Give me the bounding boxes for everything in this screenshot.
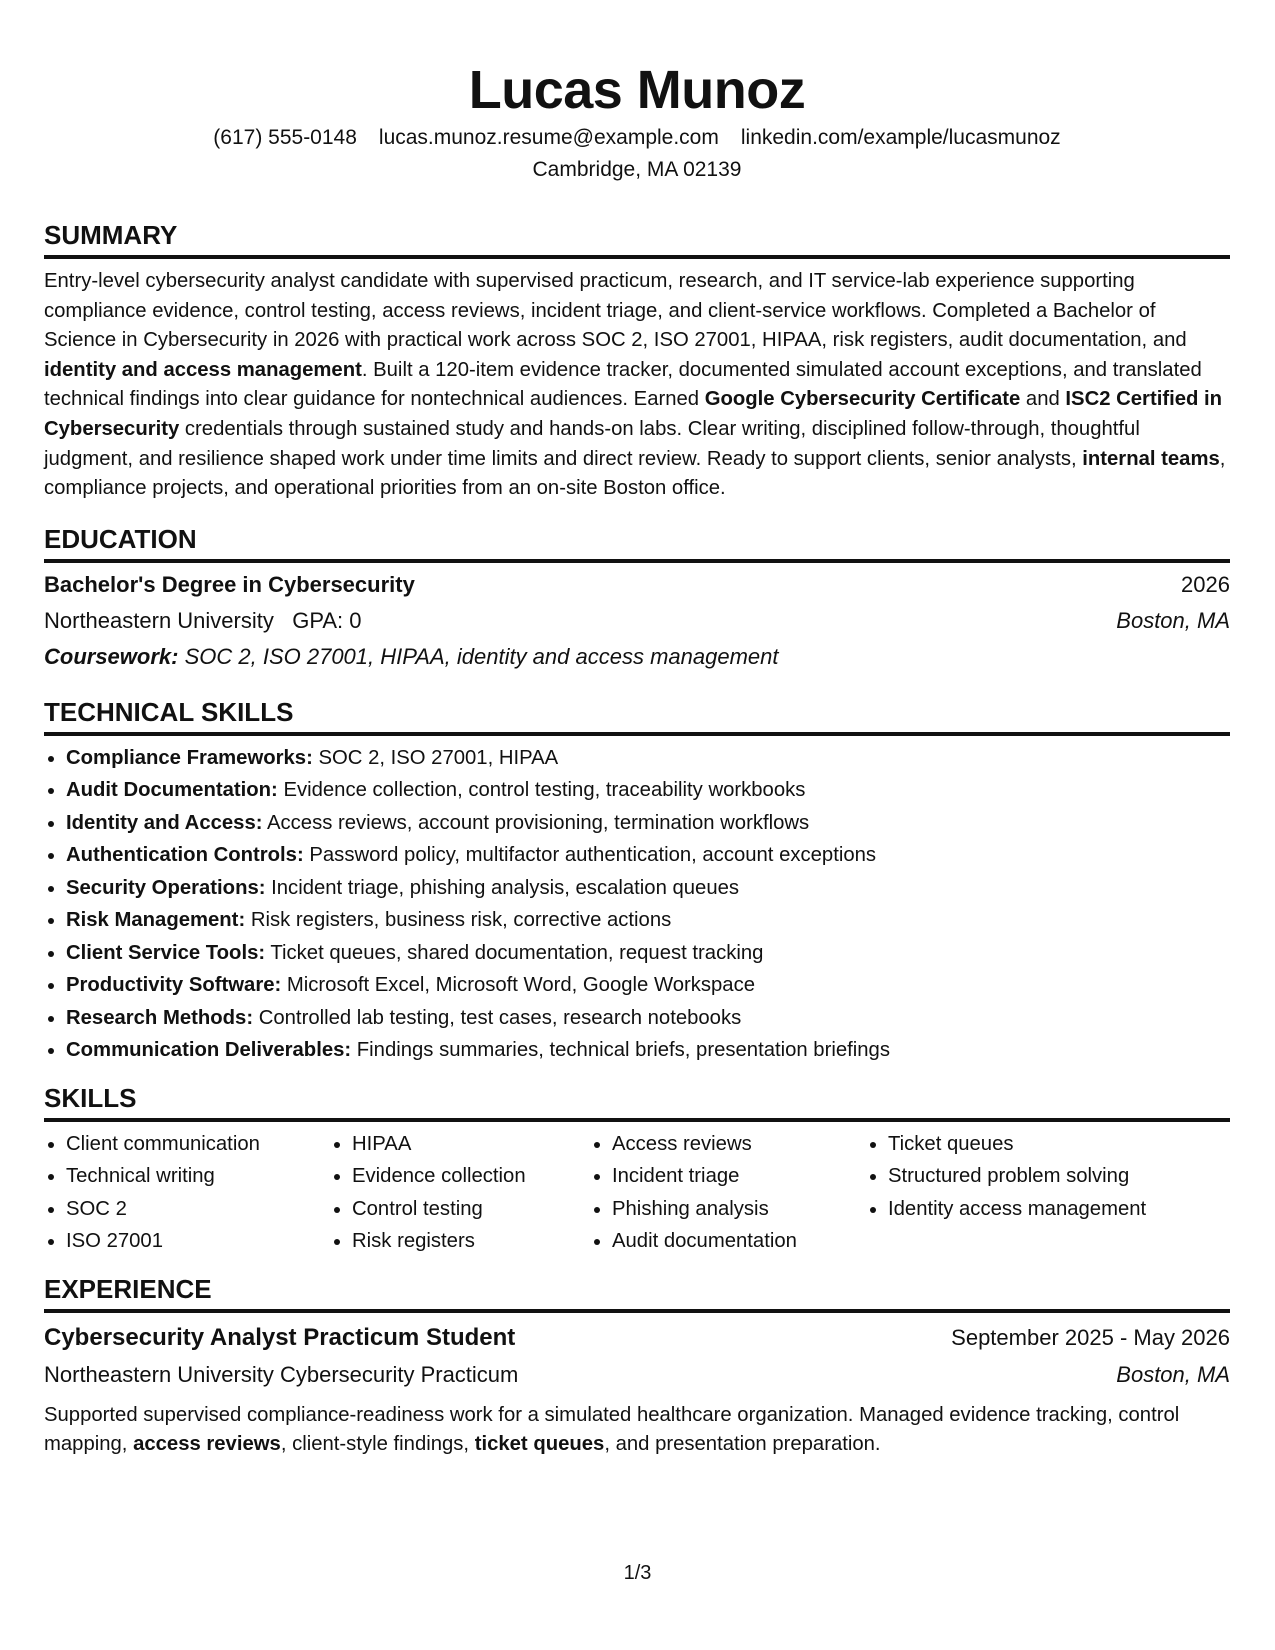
- gpa: GPA: 0: [292, 607, 362, 633]
- technical-skill-label: Audit Documentation:: [66, 779, 278, 802]
- technical-skill-item: [66, 904, 1230, 937]
- skills-column-3: [590, 1128, 866, 1258]
- contact-line: [44, 122, 1230, 154]
- technical-skill-label: Compliance Frameworks:: [66, 746, 313, 769]
- skill-item: • Phishing analysis: [612, 1193, 866, 1226]
- job-desc-bold-1: access reviews: [133, 1433, 281, 1456]
- skill-item: • SOC 2: [66, 1193, 330, 1226]
- summary-heading: SUMMARY: [44, 218, 1230, 259]
- school-name: Northeastern University: [44, 607, 274, 633]
- summary-section: [44, 218, 1230, 504]
- phone-number: (617) 555-0148: [213, 126, 357, 149]
- summary-text-1: Entry-level cybersecurity analyst candidate with supervised practicum, research, and IT service-lab experience supporting compliance evidence, control testing, access reviews, incident triage, and client-service workflows. Completed a Bachelor of Science in Cybersecurity in 2026 with practical work across SOC 2, ISO 27001, HIPAA, risk registers, audit documentation, and: [44, 270, 1187, 352]
- experience-heading: EXPERIENCE: [44, 1272, 1230, 1313]
- education-school-row: [44, 603, 1230, 639]
- job-dates: September 2025 - May 2026: [951, 1324, 1230, 1350]
- location-line: [44, 154, 1230, 186]
- technical-skill-text: Password policy, multifactor authentication, account exceptions: [303, 844, 877, 867]
- skill-item: • Control testing: [352, 1193, 590, 1226]
- skills-column-2: [330, 1128, 590, 1258]
- technical-skill-text: SOC 2, ISO 27001, HIPAA: [312, 746, 559, 769]
- coursework-list: SOC 2, ISO 27001, HIPAA, identity and access management: [178, 643, 779, 669]
- summary-text-2: . Built a 120-item evidence tracker, documented simulated account exceptions, and translated technical findings into clear guidance for nontechnical audiences. Earned: [44, 358, 1202, 411]
- experience-org-row: [44, 1357, 1230, 1393]
- job-title: Cybersecurity Analyst Practicum Student: [44, 1323, 516, 1351]
- skill-item: • HIPAA: [352, 1128, 590, 1161]
- skills-column-1: [44, 1128, 330, 1258]
- degree-name: Bachelor's Degree in Cybersecurity: [44, 571, 415, 597]
- technical-skill-text: Ticket queues, shared documentation, request tracking: [265, 941, 764, 964]
- technical-skill-item: [66, 1002, 1230, 1035]
- technical-skill-label: Security Operations:: [66, 876, 266, 899]
- job-description: [44, 1401, 1230, 1460]
- job-location: Boston, MA: [1116, 1361, 1230, 1387]
- technical-skill-text: Findings summaries, technical briefs, presentation briefings: [351, 1039, 890, 1062]
- technical-skill-label: Communication Deliverables:: [66, 1039, 352, 1062]
- technical-skill-item: [66, 1034, 1230, 1067]
- email-address: lucas.munoz.resume@example.com: [378, 126, 719, 149]
- summary-bold-4: internal teams: [1082, 447, 1220, 470]
- skill-item: • Client communication: [66, 1128, 330, 1161]
- organization-name: Northeastern University Cybersecurity Practicum: [44, 1361, 519, 1387]
- skill-item: • Risk registers: [352, 1225, 590, 1258]
- skills-heading: SKILLS: [44, 1081, 1230, 1122]
- summary-text-3: and: [1020, 388, 1066, 411]
- home-location: Cambridge, MA 02139: [532, 158, 742, 181]
- education-heading: EDUCATION: [44, 522, 1230, 563]
- skill-item: • Structured problem solving: [888, 1160, 1228, 1193]
- skills-column-4: [866, 1128, 1228, 1258]
- job-desc-text-2: , client-style findings,: [280, 1433, 475, 1456]
- technical-skill-label: Productivity Software:: [66, 974, 282, 997]
- technical-skill-label: Risk Management:: [66, 909, 246, 932]
- technical-skills-heading: TECHNICAL SKILLS: [44, 695, 1230, 736]
- technical-skill-label: Client Service Tools:: [66, 941, 266, 964]
- technical-skill-label: Research Methods:: [66, 1006, 254, 1029]
- skill-item: • Identity access management: [888, 1193, 1228, 1226]
- job-desc-text-3: , and presentation preparation.: [604, 1433, 881, 1456]
- resume-content: [44, 58, 1230, 1460]
- coursework-label: Coursework:: [44, 643, 179, 669]
- job-desc-text-1: Supported supervised compliance-readiness work for a simulated healthcare organization. Managed evidence tracking, control mapping,: [44, 1403, 1180, 1456]
- technical-skill-text: Microsoft Excel, Microsoft Word, Google Workspace: [281, 974, 756, 997]
- technical-skill-item: [66, 807, 1230, 840]
- summary-bold-1: identity and access management: [44, 358, 362, 381]
- summary-bold-3: ISC2 Certified in Cybersecurity: [44, 388, 1223, 440]
- skill-item: • Incident triage: [612, 1160, 866, 1193]
- technical-skill-text: Incident triage, phishing analysis, escalation queues: [265, 876, 740, 899]
- skill-item: • Audit documentation: [612, 1225, 866, 1258]
- skill-item: • Ticket queues: [888, 1128, 1228, 1161]
- technical-skill-text: Controlled lab testing, test cases, research notebooks: [253, 1006, 742, 1029]
- technical-skill-item: [66, 872, 1230, 905]
- technical-skills-section: [44, 695, 1230, 1067]
- technical-skill-text: Evidence collection, control testing, traceability workbooks: [277, 779, 806, 802]
- technical-skill-text: Risk registers, business risk, corrective actions: [245, 909, 672, 932]
- technical-skill-text: Access reviews, account provisioning, termination workflows: [262, 811, 810, 834]
- summary-text-4: credentials through sustained study and hands-on labs. Clear writing, disciplined follow-through, thoughtful judgment, and resilience shaped work under time limits and direct review. Ready to support clients, senior analysts,: [44, 417, 1140, 470]
- candidate-name: Lucas Munoz: [468, 60, 806, 120]
- experience-title-row: [44, 1319, 1230, 1357]
- coursework-line: [44, 639, 1230, 675]
- skill-item: • Evidence collection: [352, 1160, 590, 1193]
- skills-section: [44, 1081, 1230, 1258]
- technical-skill-item: [66, 969, 1230, 1002]
- graduation-year: 2026: [1181, 571, 1230, 597]
- education-section: [44, 522, 1230, 675]
- skill-item: • Access reviews: [612, 1128, 866, 1161]
- technical-skill-item: [66, 774, 1230, 807]
- school-info: [44, 603, 362, 639]
- linkedin-url: linkedin.com/example/lucasmunoz: [740, 126, 1061, 149]
- job-desc-bold-2: ticket queues: [474, 1433, 605, 1456]
- school-location: Boston, MA: [1116, 607, 1230, 633]
- technical-skill-label: Authentication Controls:: [66, 844, 304, 867]
- experience-section: [44, 1272, 1230, 1460]
- technical-skill-item: [66, 742, 1230, 775]
- technical-skill-item: [66, 839, 1230, 872]
- summary-paragraph: [44, 267, 1230, 504]
- technical-skill-item: [66, 937, 1230, 970]
- technical-skills-list: [44, 742, 1230, 1067]
- skill-item: • Technical writing: [66, 1160, 330, 1193]
- education-degree-row: [44, 567, 1230, 603]
- technical-skill-label: Identity and Access:: [66, 811, 263, 834]
- skills-grid: [44, 1128, 1230, 1258]
- skill-item: • ISO 27001: [66, 1225, 330, 1258]
- page-number: 1/3: [623, 1562, 652, 1584]
- summary-bold-2: Google Cybersecurity Certificate: [704, 388, 1021, 411]
- summary-text-5: , compliance projects, and operational priorities from an on-site Boston office.: [44, 447, 1226, 500]
